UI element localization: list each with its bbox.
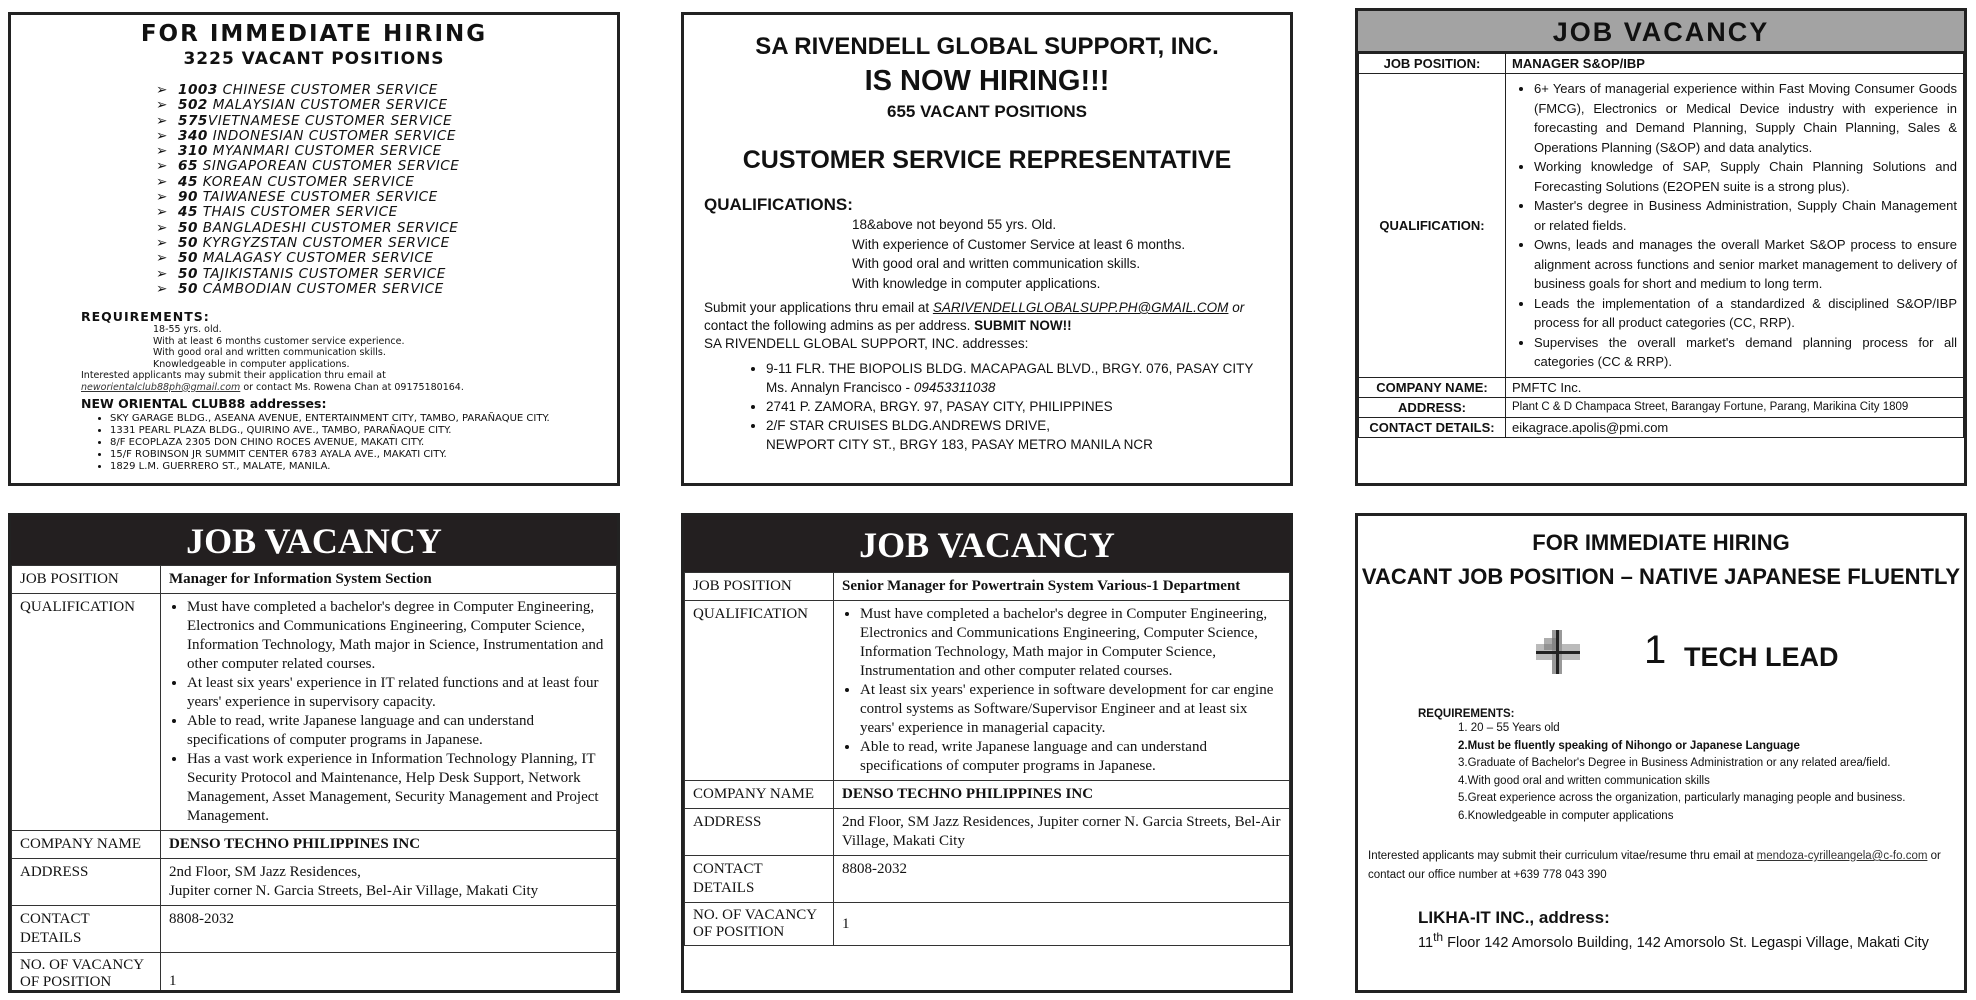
list-item: ➢ 50 BANGLADESHI CUSTOMER SERVICE	[156, 219, 459, 236]
ad-title: JOB VACANCY	[1358, 11, 1964, 53]
row-value	[1506, 74, 1964, 378]
qualification-item: 18&above not beyond 55 yrs. Old.	[852, 217, 1057, 232]
table-row	[1359, 54, 1964, 74]
requirement-item: With at least 6 months customer service experience.	[153, 335, 405, 347]
list-item: • Leads the implementation of a standardized & disciplined S&OP/IBP process for all product categories (CC, RRP).	[1534, 294, 1957, 333]
list-item: ➢ 310 MYANMARI CUSTOMER SERVICE	[156, 143, 442, 160]
table-row	[685, 781, 1290, 809]
row-value: 8808-2032	[161, 906, 617, 953]
table-row	[685, 856, 1290, 903]
table-row	[12, 859, 617, 906]
email-link[interactable]: neworientalclub88ph@gmail.com	[81, 381, 241, 393]
list-item: • Able to read, write Japanese language and can understand specifications of computer programs in Japanese.	[187, 712, 608, 750]
row-value: Plant C & D Champaca Street, Barangay Fortune, Parang, Marikina City 1809	[1506, 397, 1964, 417]
row-label: QUALIFICATION	[685, 601, 834, 781]
apply-note: Interested applicants may submit their application thru email at neworientalclub88ph@gmail.com or contact Ms. Rowena Chan at 09175180164.	[81, 370, 464, 393]
company-heading: LIKHA-IT INC., address:	[1418, 908, 1610, 927]
row-label: COMPANY NAME	[685, 781, 834, 809]
row-label: NO. OF VACANCY OF POSITION	[685, 903, 834, 946]
arrow-icon: ➢	[156, 173, 168, 190]
table-row	[1359, 74, 1964, 378]
ad-denso-is-manager	[8, 513, 620, 993]
ad-title: FOR IMMEDIATE HIRING	[1532, 530, 1790, 555]
company-address: 11th Floor 142 Amorsolo Building, 142 Amorsolo St. Legaspi Village, Makati City	[1418, 930, 1929, 951]
row-label: JOB POSITION	[12, 566, 161, 594]
arrow-icon: ➢	[156, 219, 168, 236]
requirement-item: 5.Great experience across the organization, particularly managing people and business.	[1458, 792, 1906, 804]
crosshair-icon	[1534, 628, 1582, 676]
addresses-list	[726, 359, 1290, 454]
arrow-icon: ➢	[156, 143, 168, 160]
list-item: • SKY GARAGE BLDG., ASEANA AVENUE, ENTERTAINMENT CITY, TAMBO, PARAÑAQUE CITY.	[110, 413, 617, 425]
row-label: CONTACT DETAILS:	[1359, 417, 1506, 437]
list-item: • 2/F STAR CRUISES BLDG.ANDREWS DRIVE, NEWPORT CITY ST., BRGY 183, PASAY METRO MANILA NCR	[766, 416, 1290, 454]
ad-denso-powertrain	[681, 513, 1293, 993]
list-item: ➢ 502 MALAYSIAN CUSTOMER SERVICE	[156, 97, 448, 114]
list-item: ➢ 50 MALAGASY CUSTOMER SERVICE	[156, 250, 434, 267]
list-item: ➢ 45 THAIS CUSTOMER SERVICE	[156, 204, 398, 221]
list-item: • 8/F ECOPLAZA 2305 DON CHINO ROCES AVENUE, MAKATI CITY.	[110, 437, 617, 449]
list-item: • 2741 P. ZAMORA, BRGY. 97, PASAY CITY, PHILIPPINES	[766, 397, 1290, 416]
addresses-heading: SA RIVENDELL GLOBAL SUPPORT, INC. addresses:	[704, 336, 1029, 351]
row-label: ADDRESS	[685, 809, 834, 856]
row-label: QUALIFICATION	[12, 594, 161, 831]
table-row	[12, 594, 617, 831]
table-row	[685, 601, 1290, 781]
addresses-list	[96, 413, 617, 473]
row-value: PMFTC Inc.	[1506, 377, 1964, 397]
row-label: CONTACT DETAILS	[685, 856, 834, 903]
arrow-icon: ➢	[156, 82, 168, 98]
ad-title: JOB VACANCY	[684, 516, 1290, 572]
row-value: 8808-2032	[834, 856, 1290, 903]
list-item: • At least six years' experience in software development for car engine control systems as Software/Supervisor Engineer and at least six years' experience in managerial capacity.	[860, 681, 1281, 738]
ad-subtitle: VACANT JOB POSITION – NATIVE JAPANESE FLUENTLY	[1361, 564, 1961, 589]
submit-note: Submit your applications thru email at SARIVENDELLGLOBALSUPP.PH@GMAIL.COM or contact the following admins as per address. SUBMIT NOW!! SA RIVENDELL GLOBAL SUPPORT, INC. addresses:	[704, 299, 1290, 353]
row-value: DENSO TECHNO PHILIPPINES INC	[161, 831, 617, 859]
vacancy-table	[1358, 53, 1964, 438]
company-name: SA RIVENDELL GLOBAL SUPPORT, INC.	[755, 33, 1219, 60]
table-row	[1359, 397, 1964, 417]
list-item: • Must have completed a bachelor's degree in Computer Engineering, Electronics and Communications Engineering, Computer Science, Information Technology, Math major in Science, Instrumentation and other computer related courses.	[187, 598, 608, 674]
list-item: • 15/F ROBINSON JR SUMMIT CENTER 6783 AYALA AVE., MAKATI CITY.	[110, 449, 617, 461]
row-label: JOB POSITION:	[1359, 54, 1506, 74]
list-item: ➢ 45 KOREAN CUSTOMER SERVICE	[156, 173, 415, 190]
list-item: ➢ 50 CAMBODIAN CUSTOMER SERVICE	[156, 280, 444, 297]
list-item: ➢ 575VIETNAMESE CUSTOMER SERVICE	[156, 112, 453, 129]
requirements-heading: REQUIREMENTS:	[81, 309, 210, 325]
list-item: • Master's degree in Business Administration, Supply Chain Management or related fields.	[1534, 196, 1957, 235]
qualification-item: With good oral and written communication skills.	[852, 256, 1141, 271]
row-label: COMPANY NAME	[12, 831, 161, 859]
row-label: JOB POSITION	[685, 573, 834, 601]
table-row	[12, 906, 617, 953]
position-title: TECH LEAD	[1684, 642, 1839, 672]
row-value: MANAGER S&OP/IBP	[1506, 54, 1964, 74]
list-item: ➢ 1003 CHINESE CUSTOMER SERVICE	[156, 82, 438, 98]
row-value: Senior Manager for Powertrain System Various-1 Department	[834, 573, 1290, 601]
row-label: ADDRESS	[12, 859, 161, 906]
table-row	[12, 953, 617, 994]
email-link[interactable]: eikagrace.apolis@pmi.com	[1506, 417, 1964, 437]
list-item: • Must have completed a bachelor's degree in Computer Engineering, Electronics and Communications Engineering, Computer Science, Information Technology, Math major in Computer Science, Instrumentation and other computer related courses.	[860, 605, 1281, 681]
arrow-icon: ➢	[156, 158, 168, 175]
email-link[interactable]: mendoza-cyrilleangela@c-fo.com	[1756, 850, 1928, 862]
list-item: • Able to read, write Japanese language and can understand specifications of computer programs in Japanese.	[860, 738, 1281, 776]
row-label: COMPANY NAME:	[1359, 377, 1506, 397]
table-row	[1359, 417, 1964, 437]
ad-title: JOB VACANCY	[11, 516, 617, 565]
position-title: CUSTOMER SERVICE REPRESENTATIVE	[742, 146, 1232, 174]
arrow-icon: ➢	[156, 204, 168, 221]
requirement-item: 18-55 yrs. old.	[153, 324, 222, 336]
list-item: ➢ 340 INDONESIAN CUSTOMER SERVICE	[156, 127, 456, 144]
row-label: NO. OF VACANCY OF POSITION	[12, 953, 161, 994]
list-item: • 6+ Years of managerial experience within Fast Moving Consumer Goods (FMCG), Electronics or Medical Device industry with experience in forecasting and Demand Planning, Supply Chain Planning, Sales & Operations Planning (S&OP) and data analytics.	[1534, 79, 1957, 157]
ad-sa-rivendell	[681, 12, 1293, 486]
list-item: ➢ 65 SINGAPOREAN CUSTOMER SERVICE	[156, 158, 460, 175]
list-item: • Has a vast work experience in Information Technology Planning, IT Security Protocol and Maintenance, Help Desk Support, Network Management, Asset Management, Security Management and Project Management.	[187, 750, 608, 826]
list-item: • Supervises the overall market's demand planning process for all categories (CC & RRP).	[1534, 333, 1957, 372]
list-item: • 1331 PEARL PLAZA BLDG., QUIRINO AVE., TAMBO, PARAÑAQUE CITY.	[110, 425, 617, 437]
ad-new-oriental-club88	[8, 12, 620, 486]
email-link[interactable]: SARIVENDELLGLOBALSUPP.PH@GMAIL.COM	[932, 300, 1229, 315]
list-item: ➢ 50 KYRGYZSTAN CUSTOMER SERVICE	[156, 234, 450, 251]
positions-list	[156, 83, 617, 297]
row-label: ADDRESS:	[1359, 397, 1506, 417]
row-value	[834, 601, 1290, 781]
requirement-item: Knowledgeable in computer applications.	[153, 358, 350, 370]
row-value: 2nd Floor, SM Jazz Residences, Jupiter corner N. Garcia Streets, Bel-Air Village, Makati City	[161, 859, 617, 906]
qualification-item: With experience of Customer Service at least 6 months.	[852, 236, 1186, 252]
requirements-heading: REQUIREMENTS:	[1418, 708, 1515, 720]
arrow-icon: ➢	[156, 127, 168, 144]
table-row	[685, 573, 1290, 601]
ad-likha-it	[1355, 513, 1967, 993]
ad-pmftc	[1355, 8, 1967, 486]
ad-title: FOR IMMEDIATE HIRING	[140, 21, 488, 47]
arrow-icon: ➢	[156, 112, 168, 129]
requirement-item: 2.Must be fluently speaking of Nihongo or Japanese Language	[1458, 739, 1800, 752]
vacancy-table	[11, 565, 617, 993]
vacancy-count: 655 VACANT POSITIONS	[887, 102, 1087, 121]
row-value: 2nd Floor, SM Jazz Residences, Jupiter corner N. Garcia Streets, Bel-Air Village, Makati City	[834, 809, 1290, 856]
list-item: • At least six years' experience in IT related functions and at least four years' experience in supervisory capacity.	[187, 674, 608, 712]
table-row	[685, 903, 1290, 946]
requirement-item: 6.Knowledgeable in computer applications	[1458, 809, 1674, 822]
requirement-item: With good oral and written communication skills.	[153, 347, 386, 359]
table-row	[1359, 377, 1964, 397]
ad-headline: IS NOW HIRING!!!	[864, 65, 1110, 97]
row-value: 1	[161, 953, 617, 994]
row-value: DENSO TECHNO PHILIPPINES INC	[834, 781, 1290, 809]
vacancy-table	[684, 572, 1290, 946]
submit-now: SUBMIT NOW!!	[974, 318, 1072, 333]
requirement-item: 1. 20 – 55 Years old	[1458, 722, 1560, 734]
row-value: Manager for Information System Section	[161, 566, 617, 594]
list-item: • 1829 L.M. GUERRERO ST., MALATE, MANILA.	[110, 461, 617, 473]
arrow-icon: ➢	[156, 234, 168, 251]
arrow-icon: ➢	[156, 250, 168, 267]
table-row	[685, 809, 1290, 856]
row-label: QUALIFICATION:	[1359, 74, 1506, 378]
row-value: 1	[834, 903, 1290, 946]
position-count: 1	[1644, 628, 1667, 672]
arrow-icon: ➢	[156, 189, 168, 206]
qualification-item: With knowledge in computer applications.	[852, 275, 1101, 291]
table-row	[12, 831, 617, 859]
requirement-item: 4.With good oral and written communication skills	[1458, 774, 1710, 787]
ad-subtitle: 3225 VACANT POSITIONS	[183, 49, 445, 69]
arrow-icon: ➢	[156, 265, 168, 282]
list-item: • Working knowledge of SAP, Supply Chain Planning Solutions and Forecasting Solutions (E2OPEN suite is a strong plus).	[1534, 157, 1957, 196]
list-item: • 9-11 FLR. THE BIOPOLIS BLDG. MACAPAGAL BLVD., BRGY. 076, PASAY CITY Ms. Annalyn Francisco - 09453311038	[766, 359, 1290, 397]
arrow-icon: ➢	[156, 97, 168, 114]
row-label: CONTACT DETAILS	[12, 906, 161, 953]
position-headline	[1534, 628, 1964, 684]
row-value	[161, 594, 617, 831]
list-item: • Owns, leads and manages the overall Market S&OP process to ensure alignment across functions and senior market management to delivery of business goals for short and medium to long term.	[1534, 235, 1957, 294]
list-item: ➢ 50 TAJIKISTANIS CUSTOMER SERVICE	[156, 265, 446, 282]
addresses-heading: NEW ORIENTAL CLUB88 addresses:	[81, 396, 327, 412]
arrow-icon: ➢	[156, 280, 168, 297]
requirement-item: 3.Graduate of Bachelor's Degree in Business Administration or any related area/field.	[1458, 757, 1891, 769]
apply-note: Interested applicants may submit their curriculum vitae/resume thru email at mendoza-cyrilleangela@c-fo.com or contact our office number at +639 778 043 390	[1368, 850, 1941, 881]
qualifications-heading: QUALIFICATIONS:	[704, 195, 853, 214]
table-row	[12, 566, 617, 594]
list-item: ➢ 90 TAIWANESE CUSTOMER SERVICE	[156, 189, 438, 206]
